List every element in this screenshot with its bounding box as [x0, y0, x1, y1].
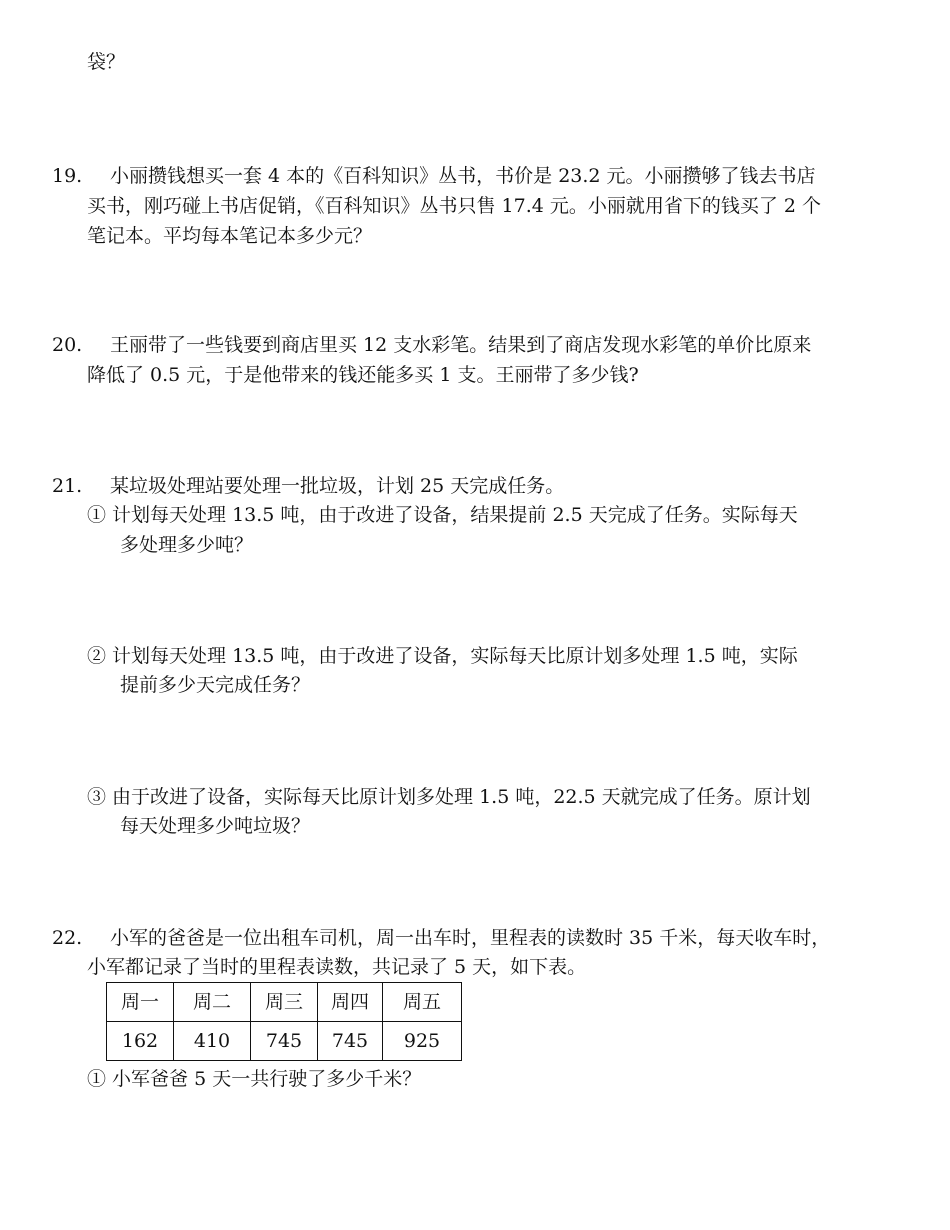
odometer-header-mon: 周一 — [107, 983, 174, 1022]
q20-line-2: 降低了 0.5 元，于是他带来的钱还能多买 1 支。王丽带了多少钱? — [87, 364, 639, 386]
odometer-value-thu: 745 — [318, 1022, 383, 1061]
q18-tail-text: 袋？ — [87, 51, 126, 73]
odometer-header-tue: 周二 — [174, 983, 251, 1022]
q22-number: 22. — [52, 927, 83, 949]
q21-sub2-line-1: ② 计划每天处理 13.5 吨，由于改进了设备，实际每天比原计划多处理 1.5 吨，实际 — [87, 645, 798, 667]
odometer-value-row — [107, 1022, 462, 1061]
odometer-header-fri: 周五 — [383, 983, 462, 1022]
q21-sub2-line-2: 提前多少天完成任务？ — [120, 674, 311, 696]
q22-line-2: 小军都记录了当时的里程表读数，共记录了 5 天，如下表。 — [87, 956, 587, 978]
odometer-header-thu: 周四 — [318, 983, 383, 1022]
q22-line-1: 小军的爸爸是一位出租车司机，周一出车时，里程表的读数时 35 千米，每天收车时， — [110, 927, 831, 949]
odometer-value-tue: 410 — [174, 1022, 251, 1061]
odometer-header-wed: 周三 — [251, 983, 318, 1022]
odometer-value-mon: 162 — [107, 1022, 174, 1061]
q20-number: 20. — [52, 334, 83, 356]
q19-line-3: 笔记本。平均每本笔记本多少元？ — [87, 225, 373, 247]
q21-sub1-line-1: ① 计划每天处理 13.5 吨，由于改进了设备，结果提前 2.5 天完成了任务。实际每天 — [87, 504, 798, 526]
q19-number: 19. — [52, 165, 83, 187]
q19-line-2: 买书，刚巧碰上书店促销，《百科知识》丛书只售 17.4 元。小丽就用省下的钱买了 2 个 — [87, 195, 822, 217]
q19-line-1: 小丽攒钱想买一套 4 本的《百科知识》丛书，书价是 23.2 元。小丽攒够了钱去书店 — [110, 165, 816, 187]
q21-number: 21. — [52, 475, 83, 497]
q21-sub3-line-1: ③ 由于改进了设备，实际每天比原计划多处理 1.5 吨，22.5 天就完成了任务。原计划 — [87, 786, 811, 808]
q21-intro: 某垃圾处理站要处理一批垃圾，计划 25 天完成任务。 — [110, 475, 565, 497]
q21-sub1-line-2: 多处理多少吨？ — [120, 534, 254, 556]
q20-line-1: 王丽带了一些钱要到商店里买 12 支水彩笔。结果到了商店发现水彩笔的单价比原来 — [110, 334, 812, 356]
q21-sub3-line-2: 每天处理多少吨垃圾？ — [120, 815, 311, 837]
q22-sub1: ① 小军爸爸 5 天一共行驶了多少千米？ — [87, 1068, 422, 1090]
odometer-table — [106, 982, 462, 1061]
odometer-header-row — [107, 983, 462, 1022]
odometer-value-fri: 925 — [383, 1022, 462, 1061]
odometer-value-wed: 745 — [251, 1022, 318, 1061]
